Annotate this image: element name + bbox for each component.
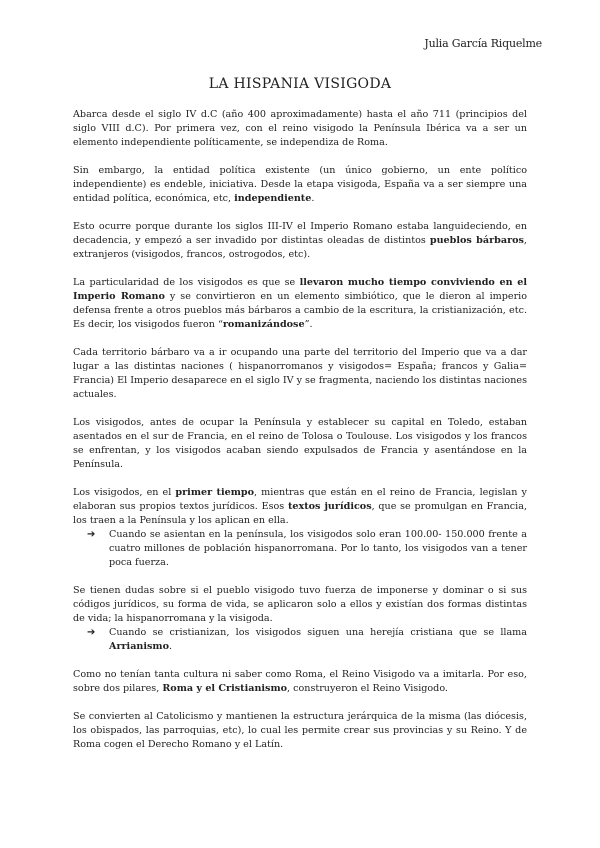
text-run: Esto ocurre porque durante los siglos III-IV el Imperio Romano estaba languideciendo, en decadencia, y empezó a ser invadido por distintas oleadas de distintos <box>73 221 527 246</box>
text-run: La particularidad de los visigodos es que se <box>73 277 300 288</box>
text-run: Los visigodos, en el <box>73 487 176 498</box>
author-name: Julia García Riquelme <box>424 37 542 50</box>
paragraph-6: Los visigodos, antes de ocupar la Península y establecer su capital en Toledo, estaban asentados en el sur de Francia, en el reino de Tolosa o Toulouse. Los visigodos y los francos se enfrentan, y los visigodos acaban siendo expulsados de Francia y asentándose en la Península. <box>73 417 527 470</box>
text-run: , mientras que están en el reino de Francia, legislan y elaboran sus propios textos jurídicos. Esos <box>73 487 527 512</box>
bold-term: llevaron mucho tiempo conviviendo en el Imperio Romano <box>73 277 527 302</box>
text-run: . <box>311 193 315 204</box>
arrow-right-icon: ➔ <box>87 529 96 540</box>
paragraph-2 <box>73 164 527 206</box>
bold-term: independiente <box>234 193 312 204</box>
bold-term: primer tiempo <box>175 487 254 498</box>
text-run: Cuando se cristianizan, los visigodos siguen una herejía cristiana que se llama <box>109 627 527 638</box>
text-run: Como no tenían tanta cultura ni saber como Roma, el Reino Visigodo va a imitarla. Por eso, sobre dos pilares, <box>73 669 527 694</box>
page-title: LA HISPANIA VISIGODA <box>208 76 392 92</box>
paragraph-4 <box>73 276 527 332</box>
paragraph-5: Cada territorio bárbaro va a ir ocupando una parte del territorio del Imperio que va a dar lugar a las distintas naciones ( hispanorromanos y visigodos= España; francos y Galia= Francia) El Imperio desaparece en el siglo IV y se fragmenta, naciendo los distintas naciones actuales. <box>73 347 527 400</box>
paragraph-10: Se convierten al Catolicismo y mantienen la estructura jerárquica de la misma (las diócesis, los obispados, las parroquias, etc), lo cual les permite crear sus provincias y su Reino. Y de Roma cogen el Derecho Romano y el Latín. <box>73 711 527 750</box>
paragraph-8: Se tienen dudas sobre si el pueblo visigodo tuvo fuerza de imponerse y dominar o si sus códigos jurídicos, su forma de vida, se aplicaron solo a ellos y existían dos formas distintas de vida; la hispanorromana y la visigoda. <box>73 585 527 624</box>
text-run: ”. <box>304 319 313 330</box>
text-run: , extranjeros (visigodos, francos, ostrogodos, etc). <box>73 235 527 260</box>
paragraph-3 <box>73 220 527 262</box>
paragraph-9 <box>73 668 527 696</box>
bold-term: textos jurídicos <box>287 501 372 512</box>
bold-term: pueblos bárbaros <box>429 235 524 246</box>
bold-term: Arrianismo <box>109 641 169 652</box>
text-run: , construyeron el Reino Visigodo. <box>287 683 448 694</box>
bold-term: Roma y el Cristianismo <box>162 683 288 694</box>
bullet-text: Cuando se asientan en la península, los visigodos solo eran 100.00- 150.000 frente a cuatro millones de población hispanorromana. Por lo tanto, los visigodos van a tener poca fuerza. <box>109 529 527 568</box>
bold-term: romanizándose <box>222 319 305 330</box>
document-body <box>73 108 527 766</box>
arrow-right-icon: ➔ <box>87 627 96 638</box>
text-run: . <box>168 641 173 652</box>
bullet-item <box>87 626 527 654</box>
text-run: y se convirtieron en un elemento simbiótico, que le dieron al imperio defensa frente a otros pueblos más bárbaros a cambio de la escritura, la cristianización, etc. Es decir, los visigodos fueron “ <box>73 291 527 330</box>
bullet-text <box>109 626 527 654</box>
paragraph-7 <box>73 486 527 528</box>
paragraph-1: Abarca desde el siglo IV d.C (año 400 aproximadamente) hasta el año 711 (principios del siglo VIII d.C). Por primera vez, con el reino visigodo la Península Ibérica va a ser un elemento independiente políticamente, se independiza de Roma. <box>73 109 527 148</box>
text-run: , que se promulgan en Francia, los traen a la Península y los aplican en ella. <box>73 501 527 526</box>
bullet-item <box>87 528 527 570</box>
text-run: Sin embargo, la entidad política existente (un único gobierno, un ente político independiente) es endeble, iniciativa. Desde la etapa visigoda, España va a ser siempre una entidad política, económica, etc, <box>73 165 527 204</box>
